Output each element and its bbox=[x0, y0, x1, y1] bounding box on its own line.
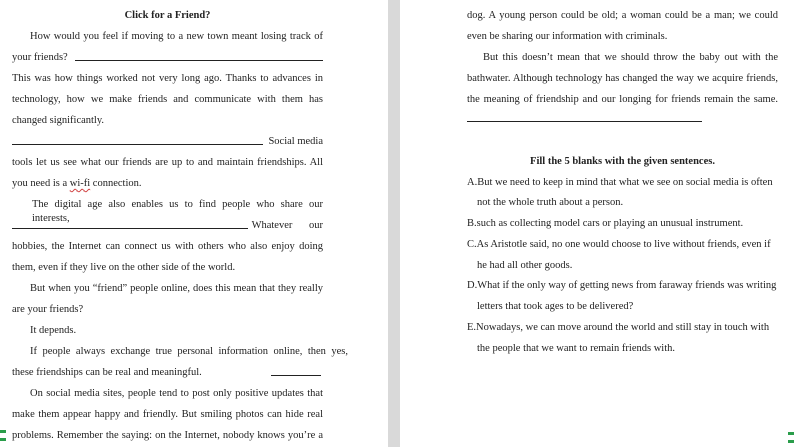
page-gutter bbox=[388, 0, 400, 447]
para-line bbox=[12, 177, 142, 191]
para-line: hobbies, the Internet can connect us with others who also enjoy doing bbox=[12, 241, 323, 252]
option-a-line2: not the whole truth about a person. bbox=[477, 197, 624, 208]
para-line: bathwater. Although technology has changed the way we acquire friends, bbox=[467, 73, 778, 84]
para-line-with-blank bbox=[12, 51, 323, 65]
para-text: Whatever our bbox=[251, 220, 323, 231]
para-line: The digital age also enables us to find people who share our interests, bbox=[32, 199, 323, 224]
para-line: technology, how we make friends and communicate with them has bbox=[12, 94, 323, 105]
para-text: you need is a bbox=[12, 178, 70, 189]
blank-2[interactable] bbox=[12, 135, 263, 145]
blank-5[interactable] bbox=[467, 112, 702, 122]
blank-4[interactable] bbox=[271, 366, 321, 376]
option-c-line1: C.As Aristotle said, no one would choose to live without friends, even if bbox=[467, 239, 771, 250]
article-title: Click for a Friend? bbox=[124, 10, 211, 21]
option-d-line2: letters that took ages to be delivered? bbox=[477, 301, 634, 312]
para-line: dog. A young person could be old; a woman could be a man; we could bbox=[467, 10, 778, 21]
option-b-line1: B.such as collecting model cars or playing an unusual instrument. bbox=[467, 218, 744, 229]
para-line: tools let us see what our friends are up to and maintain friendships. All bbox=[12, 157, 323, 168]
option-e-line1: E.Nowadays, we can move around the world and still stay in touch with bbox=[467, 322, 770, 333]
blank-1[interactable] bbox=[75, 51, 323, 61]
para-line-with-blank bbox=[12, 366, 323, 380]
para-line: But when you “friend” people online, does this mean that they really bbox=[30, 283, 323, 294]
para-text: your friends? bbox=[12, 52, 68, 63]
para-line: problems. Remember the saying: on the Internet, nobody knows you’re a bbox=[12, 430, 323, 441]
para-line: If people always exchange true personal information online, then yes, bbox=[30, 346, 348, 357]
margin-marker bbox=[0, 438, 6, 441]
blank-3[interactable] bbox=[12, 219, 248, 229]
para-line: How would you feel if moving to a new town meant losing track of bbox=[30, 31, 323, 42]
exercise-heading: Fill the 5 blanks with the given sentences. bbox=[530, 156, 715, 167]
right-page bbox=[400, 0, 794, 447]
para-line: even be sharing our information with criminals. bbox=[467, 31, 668, 42]
option-a-line1: A.But we need to keep in mind that what we see on social media is often bbox=[467, 177, 773, 188]
para-line: the meaning of friendship and our longing for friends remain the same. bbox=[467, 94, 778, 105]
margin-marker bbox=[788, 440, 794, 443]
spellcheck-word: wi-fi bbox=[69, 178, 91, 189]
para-text: Social media bbox=[268, 136, 323, 147]
para-line: But this doesn’t mean that we should throw the baby out with the bbox=[483, 52, 778, 63]
para-text: these friendships can be real and meaningful. bbox=[12, 367, 202, 378]
margin-marker bbox=[0, 430, 6, 433]
option-c-line2: he had all other goods. bbox=[477, 260, 573, 271]
option-d-line1: D.What if the only way of getting news from faraway friends was writing bbox=[467, 280, 777, 291]
para-line: On social media sites, people tend to post only positive updates that bbox=[30, 388, 323, 399]
para-line: This was how things worked not very long ago. Thanks to advances in bbox=[12, 73, 323, 84]
para-line: It depends. bbox=[30, 325, 77, 336]
para-line: are your friends? bbox=[12, 304, 84, 315]
para-line: changed significantly. bbox=[12, 115, 105, 126]
option-e-line2: the people that we want to remain friends with. bbox=[477, 343, 675, 354]
para-line: them, even if they live on the other side of the world. bbox=[12, 262, 236, 273]
para-line: make them appear happy and friendly. But smiling photos can hide real bbox=[12, 409, 323, 420]
margin-marker bbox=[788, 432, 794, 435]
left-page bbox=[0, 0, 388, 447]
para-text: connection. bbox=[90, 178, 142, 189]
